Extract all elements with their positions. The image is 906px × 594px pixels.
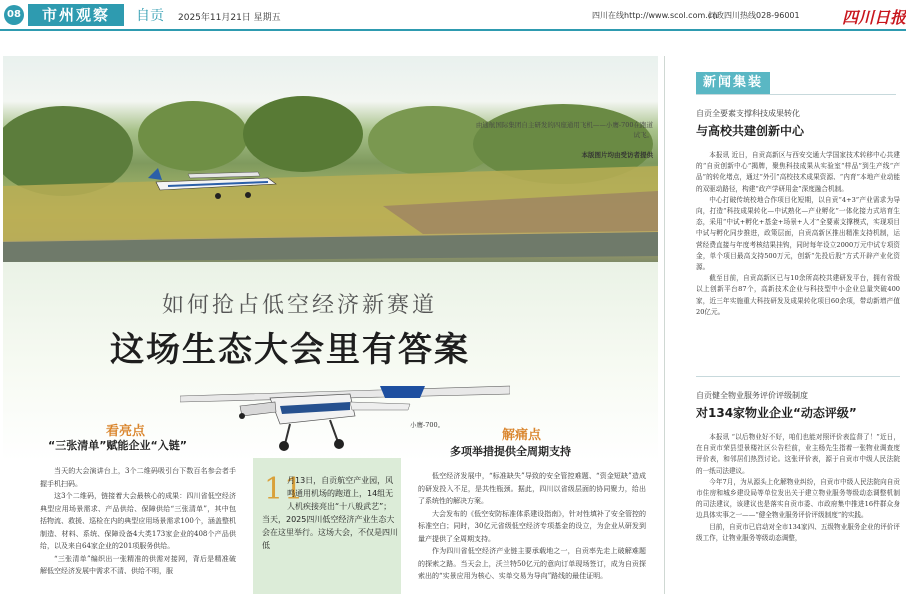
lead-text-top: 月13日，自贡航空产业园，风鸣通用机场的跑道上，14组无人机疾接亮出“十八般武艺”；	[287, 476, 394, 511]
column-divider	[664, 56, 665, 594]
photo-caption: 由通航国际集团自主研发的四座通用飞机——小鹰-700在跑道试飞。	[475, 121, 653, 139]
right-kicker: 解痛点	[502, 428, 542, 443]
plane-image-label: 小鹰-700。	[410, 421, 445, 429]
story1-text	[696, 150, 900, 366]
story2-text	[696, 432, 900, 594]
article-headline: 这场生态大会里有答案	[110, 330, 470, 370]
paragraph: 当天的大会演讲台上，3个二维码吸引台下数百名参会者手握手机扫码。	[40, 467, 236, 488]
story2-subtitle: 自贡健全物业服务评价评级制度	[696, 391, 808, 400]
hotline: 问政四川热线028-96001	[708, 11, 800, 20]
drop-cap-number: 11	[264, 472, 305, 507]
sidebar-banner-rule	[696, 94, 896, 95]
main-photo	[3, 56, 658, 262]
lead-text-bottom	[262, 513, 398, 594]
article-kicker: 如何抢占低空经济新赛道	[162, 293, 438, 318]
paragraph: 作为四川省低空经济产业链主要承载地之一，自贡率先走上破解难题的探索之路。当天会上，沃兰特50亿元的意向订单现场签订，成为自贡探索出的“实景应用为核心、实单交易为导向”路线的最佳证明。	[418, 547, 646, 580]
right-column-text	[418, 470, 646, 594]
story-separator	[696, 376, 900, 377]
issue-date: 2025年11月21日 星期五	[178, 13, 281, 23]
airfield-illustration	[3, 56, 658, 262]
sidebar-banner: 新闻集装箱	[696, 72, 770, 94]
site-url[interactable]: 四川在线http://www.scol.com.cn	[592, 11, 718, 20]
paragraph: 中心打破传统校地合作项目化短期，以自贡“4+3”产业需求为导向，打造“科技成果转化—中试熟化—产业孵化”一体化接力式培育生态，采用“中试+孵化+基金+场景+人才”全要素支撑模式，实现项目中试与孵化同步推进，政策层面，自贡高新区推出精准支持机制，运营经费直接与年度考核结果挂钩，同时每年设立2000万元中试专项资金，单个项目最高支持500万元，创新“先投后股”方式开辟产业化资源。	[696, 195, 900, 272]
left-column-text	[40, 465, 236, 594]
paragraph: 今年7月，为从源头上化解物业纠纷，自贡市中级人民法院向自贡市住房和城乡建设局等单位发出关于建立物业服务等级动态调整机制的司法建议，该建议也是落实自贡市委、市政府集中推进16件群众身边具体实事之一——“健全物业服务评价评级制度”的实践。	[696, 477, 900, 520]
page-number-badge: 08	[4, 5, 24, 25]
left-subtitle: “三张清单”赋能企业“入链”	[48, 439, 187, 452]
lead-text-bottom-b: 当天，2025四川低空经济产业生态大会在这里举行。这场大会，不仅是四川低	[262, 515, 398, 550]
paragraph: “三张清单”编织出一张精准的供需对接网，背后是精准破解低空经济发展中需求不清、供给不明，服	[40, 554, 236, 575]
region-label: 自贡	[136, 8, 164, 24]
paragraph: 这3个二维码，链接着大会最核心的成果：四川省低空经济典型应用场景需求、产品供给、保障供给“三张清单”，其中包括物流、救援、巡检在内的典型应用场景需求100个，涵盖整机制造、材料、系统、保障设备4大类173家企业的408个产品供给，以及来自64家企业的201项服务供给。	[40, 492, 236, 550]
paragraph: 大会发布的《低空安防标准体系建设指南》，针对性填补了安全管控的标准空白；同时，30亿元省级低空经济专项基金的设立，为企业从研发到量产提供了全周期支持。	[418, 509, 646, 543]
header-rule	[0, 29, 906, 31]
page-header	[0, 0, 906, 30]
section-title: 市州观察	[28, 4, 124, 26]
paragraph: 截至目前，自贡高新区已与10余所高校共建研发平台，拥有省级以上创新平台87个，高新技术企业与科技型中小企业总量突破400家，近三年实施重大科技研发及成果转化项目60余项，带动新增产值20亿元。	[696, 274, 900, 316]
story1-title: 与高校共建创新中心	[696, 124, 805, 138]
paragraph: 本报讯 “以后物业好不好，咱们也能对照评价表监督了！”近日，在自贡市荣县望景楼社区公告栏前，业主杨先生指着一张物业调查度评价表，和邻居们热烈讨论。这张评价表，源于自贡市中级人民法院的一纸司法建议。	[696, 433, 900, 475]
paragraph: 低空经济发展中，“标准缺失”导致的安全管控难题、“资金短缺”造成的研发投入不足，是共性瓶颈。据此，四川以省级层面的协同聚力，给出了系统性的解决方案。	[418, 472, 646, 505]
paragraph: 本报讯 近日，自贡高新区与西安交通大学国家技术转移中心共建的“自贡创新中心”揭牌，聚焦科技成果从实验室“样品”到生产线“产品”的转化堵点，通过“外引”高校技术成果资源、“内育”本地产业动能的双驱动路径，构建“政产学研用金”深度融合机制。	[696, 151, 900, 193]
photo-credit: 本版图片均由受访者提供	[581, 151, 653, 159]
newspaper-logo: 四川日报	[842, 8, 906, 27]
story2-title: 对134家物业企业“动态评级”	[696, 406, 857, 420]
left-kicker: 看亮点	[106, 424, 146, 439]
right-subtitle: 多项举措提供全周期支持	[450, 445, 571, 458]
paragraph: 目前，自贡市已启动对全市134家四、五级物业服务企业的评价评级工作，让物业服务等级动态调整，	[696, 522, 900, 542]
story1-subtitle: 自贡全要素支撑科技成果转化	[696, 109, 800, 118]
